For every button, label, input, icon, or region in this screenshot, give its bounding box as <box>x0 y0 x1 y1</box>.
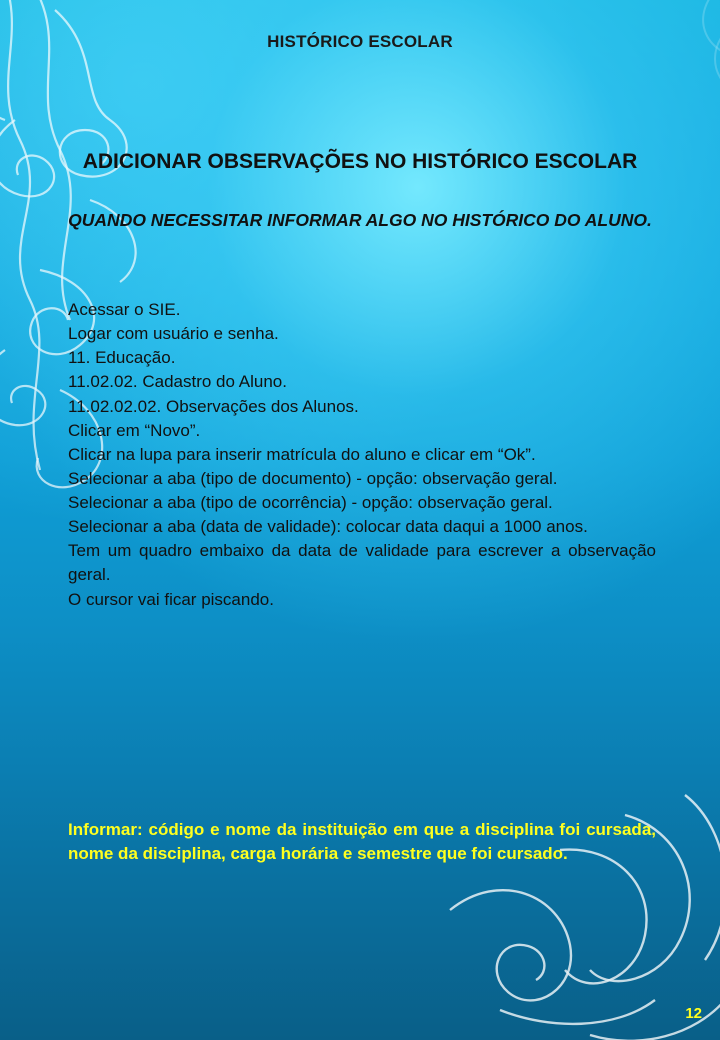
highlight-note: Informar: código e nome da instituição em que a disciplina foi cursada, nome da disciplina, carga horária e semestre que foi cursado. <box>68 820 656 864</box>
list-item: Acessar o SIE. <box>68 300 181 319</box>
list-item: 11. Educação. <box>68 348 176 368</box>
list-item: Selecionar a aba (data de validade): colocar data daqui a 1000 anos. <box>68 517 588 537</box>
list-item: Clicar na lupa para inserir matrícula do aluno e clicar em “Ok”. <box>68 444 536 464</box>
list-item: O cursor vai ficar piscando. <box>68 589 274 609</box>
swirl-decoration-bottom-right <box>440 760 720 1040</box>
list-item: Selecionar a aba (tipo de ocorrência) - opção: observação geral. <box>68 493 553 512</box>
list-item: 11.02.02. Cadastro do Aluno. <box>68 372 287 392</box>
page-title: ADICIONAR OBSERVAÇÕES NO HISTÓRICO ESCOLAR <box>82 150 638 173</box>
page-header-title: HISTÓRICO ESCOLAR <box>267 32 453 51</box>
list-item: Tem um quadro embaixo da data de validade para escrever a observação geral. <box>68 541 656 585</box>
page-number: 12 <box>685 1005 702 1022</box>
list-item: 11.02.02.02. Observações dos Alunos. <box>68 396 359 416</box>
instruction-steps-list <box>68 298 656 612</box>
list-item: Logar com usuário e senha. <box>68 324 279 344</box>
list-item: Clicar em “Novo”. <box>68 420 201 440</box>
page-subtitle: QUANDO NECESSITAR INFORMAR ALGO NO HISTÓRICO DO ALUNO. <box>68 210 652 230</box>
list-item: Selecionar a aba (tipo de documento) - opção: observação geral. <box>68 468 558 488</box>
